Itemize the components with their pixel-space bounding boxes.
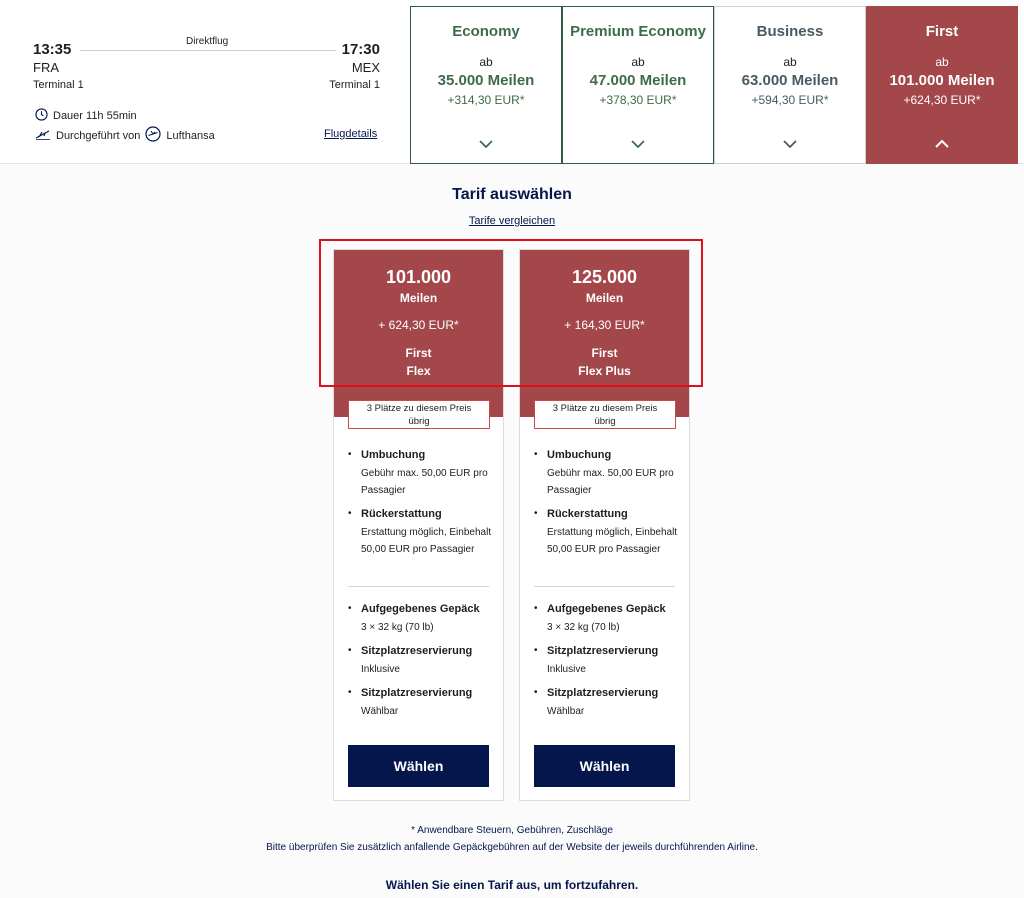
divider [534, 586, 675, 587]
feature-desc: 3 × 32 kg (70 lb) [547, 622, 620, 633]
clock-icon [35, 108, 48, 124]
feature-title: Rückerstattung [547, 508, 628, 520]
airline-name: Lufthansa [166, 129, 215, 142]
duration-row [35, 108, 137, 124]
feature-desc: Wählbar [361, 706, 399, 717]
feature-title: Sitzplatzreservierung [547, 645, 659, 657]
feature-desc: Inklusive [361, 664, 400, 675]
departure-terminal: Terminal 1 [33, 79, 84, 91]
compare-tariffs-link[interactable]: Tarife vergleichen [468, 215, 556, 227]
chevron-down-icon[interactable] [782, 137, 798, 149]
select-fare-button[interactable]: Wählen [348, 745, 489, 787]
arrival-code: MEX [351, 60, 380, 75]
cabin-from-label: ab [783, 55, 797, 69]
flight-summary-row [0, 0, 1024, 164]
bullet: • [348, 449, 352, 460]
chevron-down-icon[interactable] [630, 137, 646, 149]
cabin-price: +624,30 EUR* [903, 93, 981, 107]
cabin-from-label: ab [479, 55, 493, 69]
feature-title: Sitzplatzreservierung [361, 645, 473, 657]
cabin-tab-premium-economy[interactable] [562, 6, 714, 164]
fare-cabin: First [591, 346, 618, 360]
feature-desc: Gebühr max. 50,00 EUR pro Passagier [361, 468, 488, 496]
fare-price: + 624,30 EUR* [378, 318, 459, 332]
chevron-up-icon[interactable] [934, 137, 950, 149]
bullet: • [348, 508, 352, 519]
plane-icon [35, 128, 51, 143]
fare-price: + 164,30 EUR* [564, 318, 645, 332]
feature-title: Aufgegebenes Gepäck [547, 603, 666, 615]
feature-desc: Erstattung möglich, Einbehalt 50,00 EUR pro Passagier [547, 527, 678, 555]
feature-desc: Wählbar [547, 706, 585, 717]
cabin-miles: 35.000 Meilen [437, 72, 535, 89]
cabin-from-label: ab [631, 55, 645, 69]
flight-details-link[interactable]: Flugdetails [324, 128, 378, 140]
departure-time: 13:35 [33, 41, 72, 58]
fare-name: Flex [406, 364, 431, 378]
fare-miles: 125.000 [571, 267, 638, 287]
route-line [80, 50, 336, 51]
feature-desc: Gebühr max. 50,00 EUR pro Passagier [547, 468, 674, 496]
feature-title: Sitzplatzreservierung [361, 687, 473, 699]
cabin-tab-business[interactable] [714, 6, 866, 164]
cabin-tab-first[interactable] [866, 6, 1018, 164]
seats-left-text: übrig [408, 416, 430, 427]
fare-card-header [520, 250, 689, 417]
fare-card-header [334, 250, 503, 417]
chevron-down-icon[interactable] [478, 137, 494, 149]
fare-miles-unit: Meilen [585, 291, 624, 305]
feature-title: Umbuchung [361, 449, 426, 461]
bullet: • [534, 449, 538, 460]
cabin-name: Economy [452, 23, 520, 40]
lufthansa-logo-icon [145, 126, 161, 145]
seats-left-text: übrig [594, 416, 616, 427]
seats-left-text: 3 Plätze zu diesem Preis [552, 403, 658, 414]
feature-title: Umbuchung [547, 449, 612, 461]
cabin-name: Business [756, 23, 824, 40]
continue-prompt: Wählen Sie einen Tarif aus, um fortzufahren. [385, 878, 639, 892]
bullet: • [534, 603, 538, 614]
operator-row [35, 126, 215, 145]
feature-title: Aufgegebenes Gepäck [361, 603, 480, 615]
cabin-tab-economy[interactable] [410, 6, 562, 164]
seats-left-badge [348, 400, 490, 429]
fare-miles: 101.000 [385, 267, 452, 287]
fare-card-first-flex [333, 249, 504, 801]
cabin-miles: 101.000 Meilen [889, 72, 995, 89]
cabin-name: First [925, 23, 959, 40]
taxes-footnote: * Anwendbare Steuern, Gebühren, Zuschläge [411, 825, 613, 836]
tariff-section-title: Tarif auswählen [452, 186, 572, 203]
fare-card-first-flex-plus [519, 249, 690, 801]
bullet: • [534, 687, 538, 698]
feature-title: Rückerstattung [361, 508, 442, 520]
operated-by-text: Durchgeführt von [56, 129, 141, 142]
cabin-name: Premium Economy [570, 23, 706, 40]
feature-desc: Erstattung möglich, Einbehalt 50,00 EUR pro Passagier [361, 527, 492, 555]
flight-type-label: Direktflug [186, 36, 229, 47]
fare-cabin: First [405, 346, 432, 360]
divider [348, 586, 489, 587]
bullet: • [348, 645, 352, 656]
cabin-price: +594,30 EUR* [751, 93, 829, 107]
cabin-from-label: ab [935, 55, 949, 69]
seats-left-text: 3 Plätze zu diesem Preis [366, 403, 472, 414]
cabin-miles: 63.000 Meilen [741, 72, 839, 89]
baggage-footnote: Bitte überprüfen Sie zusätzlich anfallende Gepäckgebühren auf der Website der jeweils durchführenden Airline. [266, 842, 758, 853]
feature-desc: 3 × 32 kg (70 lb) [361, 622, 434, 633]
departure-code: FRA [33, 60, 59, 75]
bullet: • [534, 508, 538, 519]
arrival-terminal: Terminal 1 [329, 79, 380, 91]
fare-name: Flex Plus [578, 364, 631, 378]
feature-title: Sitzplatzreservierung [547, 687, 659, 699]
seats-left-badge [534, 400, 676, 429]
duration-text: Dauer 11h 55min [53, 110, 137, 122]
feature-desc: Inklusive [547, 664, 586, 675]
cabin-price: +314,30 EUR* [447, 93, 525, 107]
bullet: • [348, 687, 352, 698]
fare-miles-unit: Meilen [399, 291, 438, 305]
flight-info [0, 0, 408, 164]
select-fare-button[interactable]: Wählen [534, 745, 675, 787]
cabin-price: +378,30 EUR* [599, 93, 677, 107]
bullet: • [348, 603, 352, 614]
arrival-time: 17:30 [341, 41, 380, 58]
bullet: • [534, 645, 538, 656]
cabin-miles: 47.000 Meilen [589, 72, 687, 89]
